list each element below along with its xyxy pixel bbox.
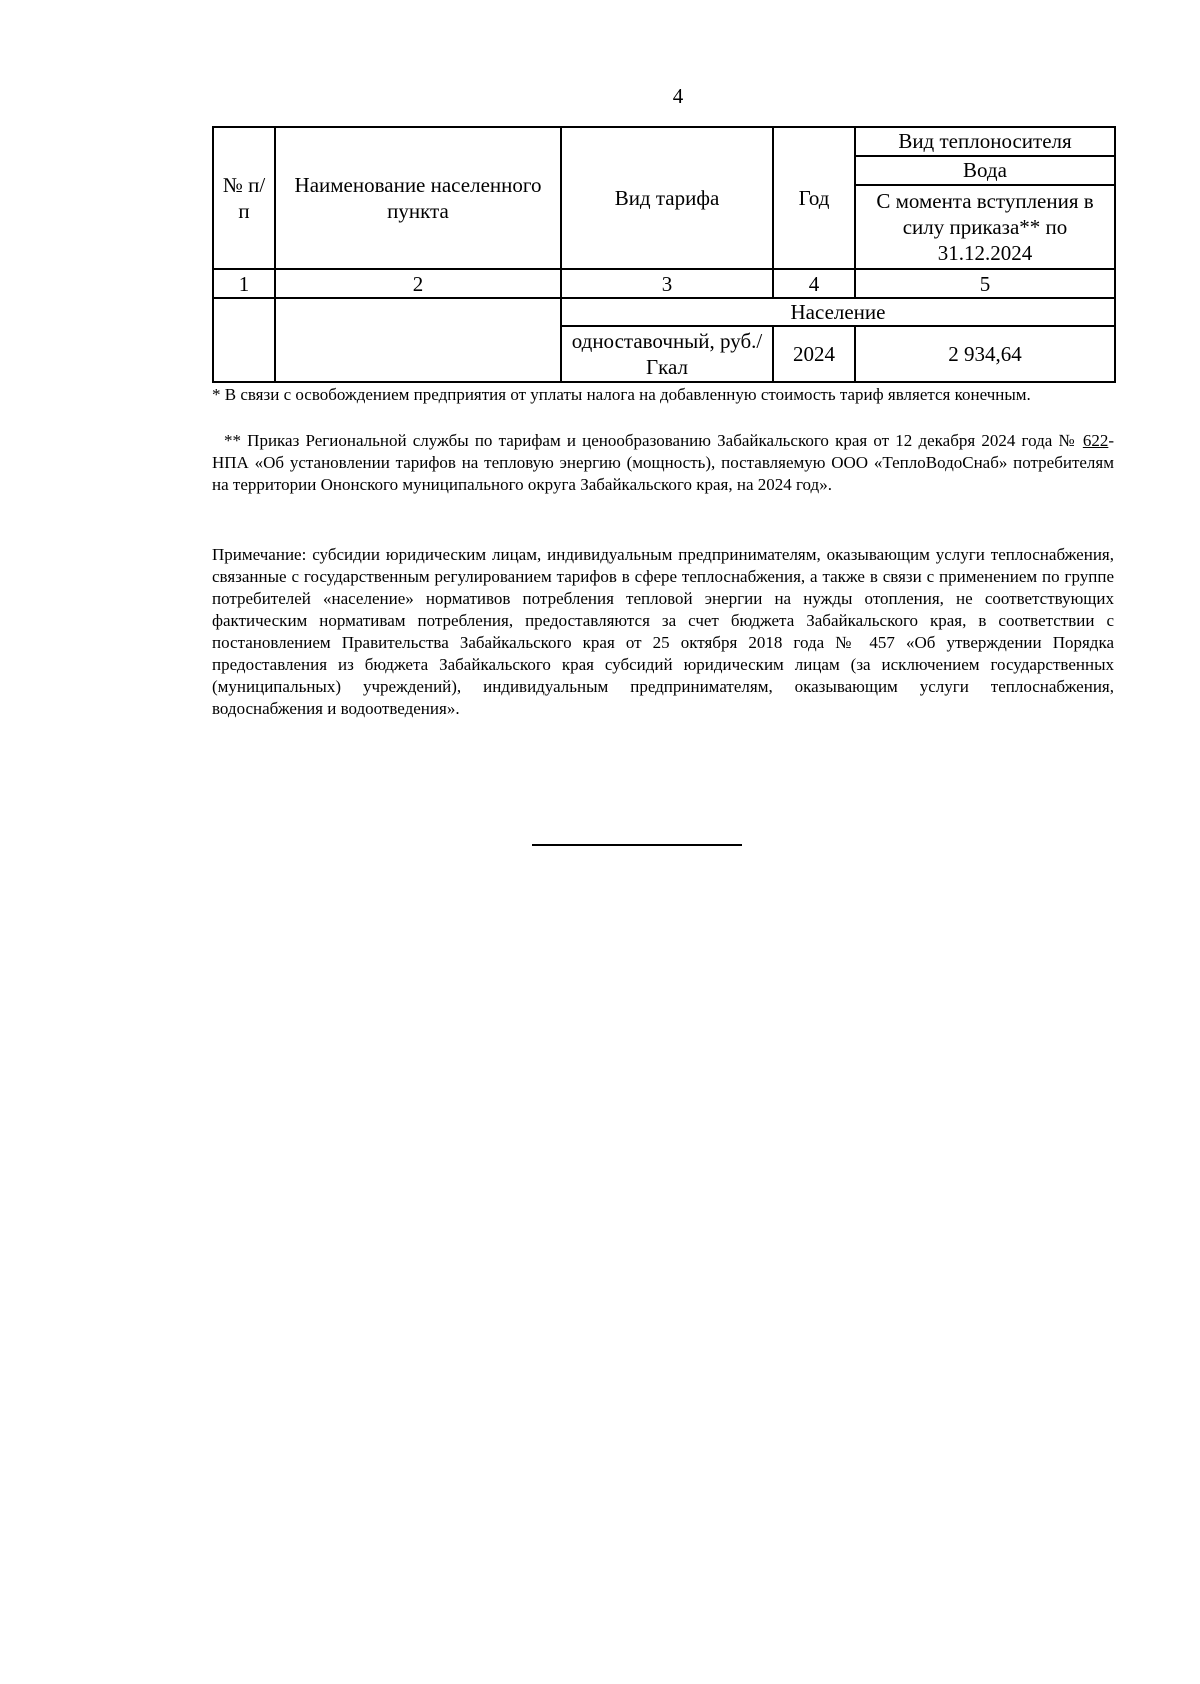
row-num — [213, 298, 275, 382]
header-num: № п/п — [213, 127, 275, 269]
header-carrier: Вода — [855, 156, 1115, 185]
column-number: 1 — [213, 269, 275, 298]
order-number: 622 — [1082, 431, 1109, 450]
row-settlement — [275, 298, 561, 382]
table-header-row — [213, 127, 1115, 156]
column-number: 4 — [773, 269, 855, 298]
column-number: 5 — [855, 269, 1115, 298]
footnote-order-text: ** Приказ Региональной службы по тарифам и ценообразованию Забайкальского края от 12 декабря 2024 года № — [224, 431, 1083, 450]
tariff-table — [212, 126, 1116, 383]
header-settlement: Наименование населенного пункта — [275, 127, 561, 269]
row-value: 2 934,64 — [855, 326, 1115, 382]
column-numbers-row — [213, 269, 1115, 298]
header-year: Год — [773, 127, 855, 269]
header-carrier-group: Вид теплоносителя — [855, 127, 1115, 156]
table-row — [213, 298, 1115, 326]
row-year: 2024 — [773, 326, 855, 382]
end-rule — [532, 844, 742, 846]
page-number: 4 — [672, 84, 684, 108]
group-label: Население — [561, 298, 1115, 326]
footnote-order — [212, 430, 1114, 496]
column-number: 3 — [561, 269, 773, 298]
header-tariff-type: Вид тарифа — [561, 127, 773, 269]
note-paragraph: Примечание: субсидии юридическим лицам, индивидуальным предпринимателям, оказывающим услуги теплоснабжения, связанные с государственным регулированием тарифов в сфере теплоснабжения, а также в связи с применением по группе потребителей «население» нормативов потребления тепловой энергии на нужды отопления, не соответствующих фактическим нормативам потребления, предоставляются за счет бюджета Забайкальского края, в соответствии с постановлением Правительства Забайкальского края от 25 октября 2018 года № 457 «Об утверждении Порядка предоставления из бюджета Забайкальского края субсидий юридическим лицам (за исключением государственных (муниципальных) учреждений), индивидуальным предпринимателям, оказывающим услуги теплоснабжения, водоснабжения и водоотведения». — [212, 545, 1114, 718]
footnote-vat: * В связи с освобождением предприятия от уплаты налога на добавленную стоимость тариф является конечным. — [212, 385, 1031, 404]
footnote-order-text: -НПА «Об установлении тарифов на тепловую энергию (мощность), поставляемую ООО «ТеплоВодоСнаб» потребителям на территории Ононского муниципального округа Забайкальского края, на 2024 год». — [212, 431, 1114, 494]
row-tariff-type: одноставочный, руб./Гкал — [561, 326, 773, 382]
header-period: С момента вступления в силу приказа** по 31.12.2024 — [855, 185, 1115, 269]
column-number: 2 — [275, 269, 561, 298]
